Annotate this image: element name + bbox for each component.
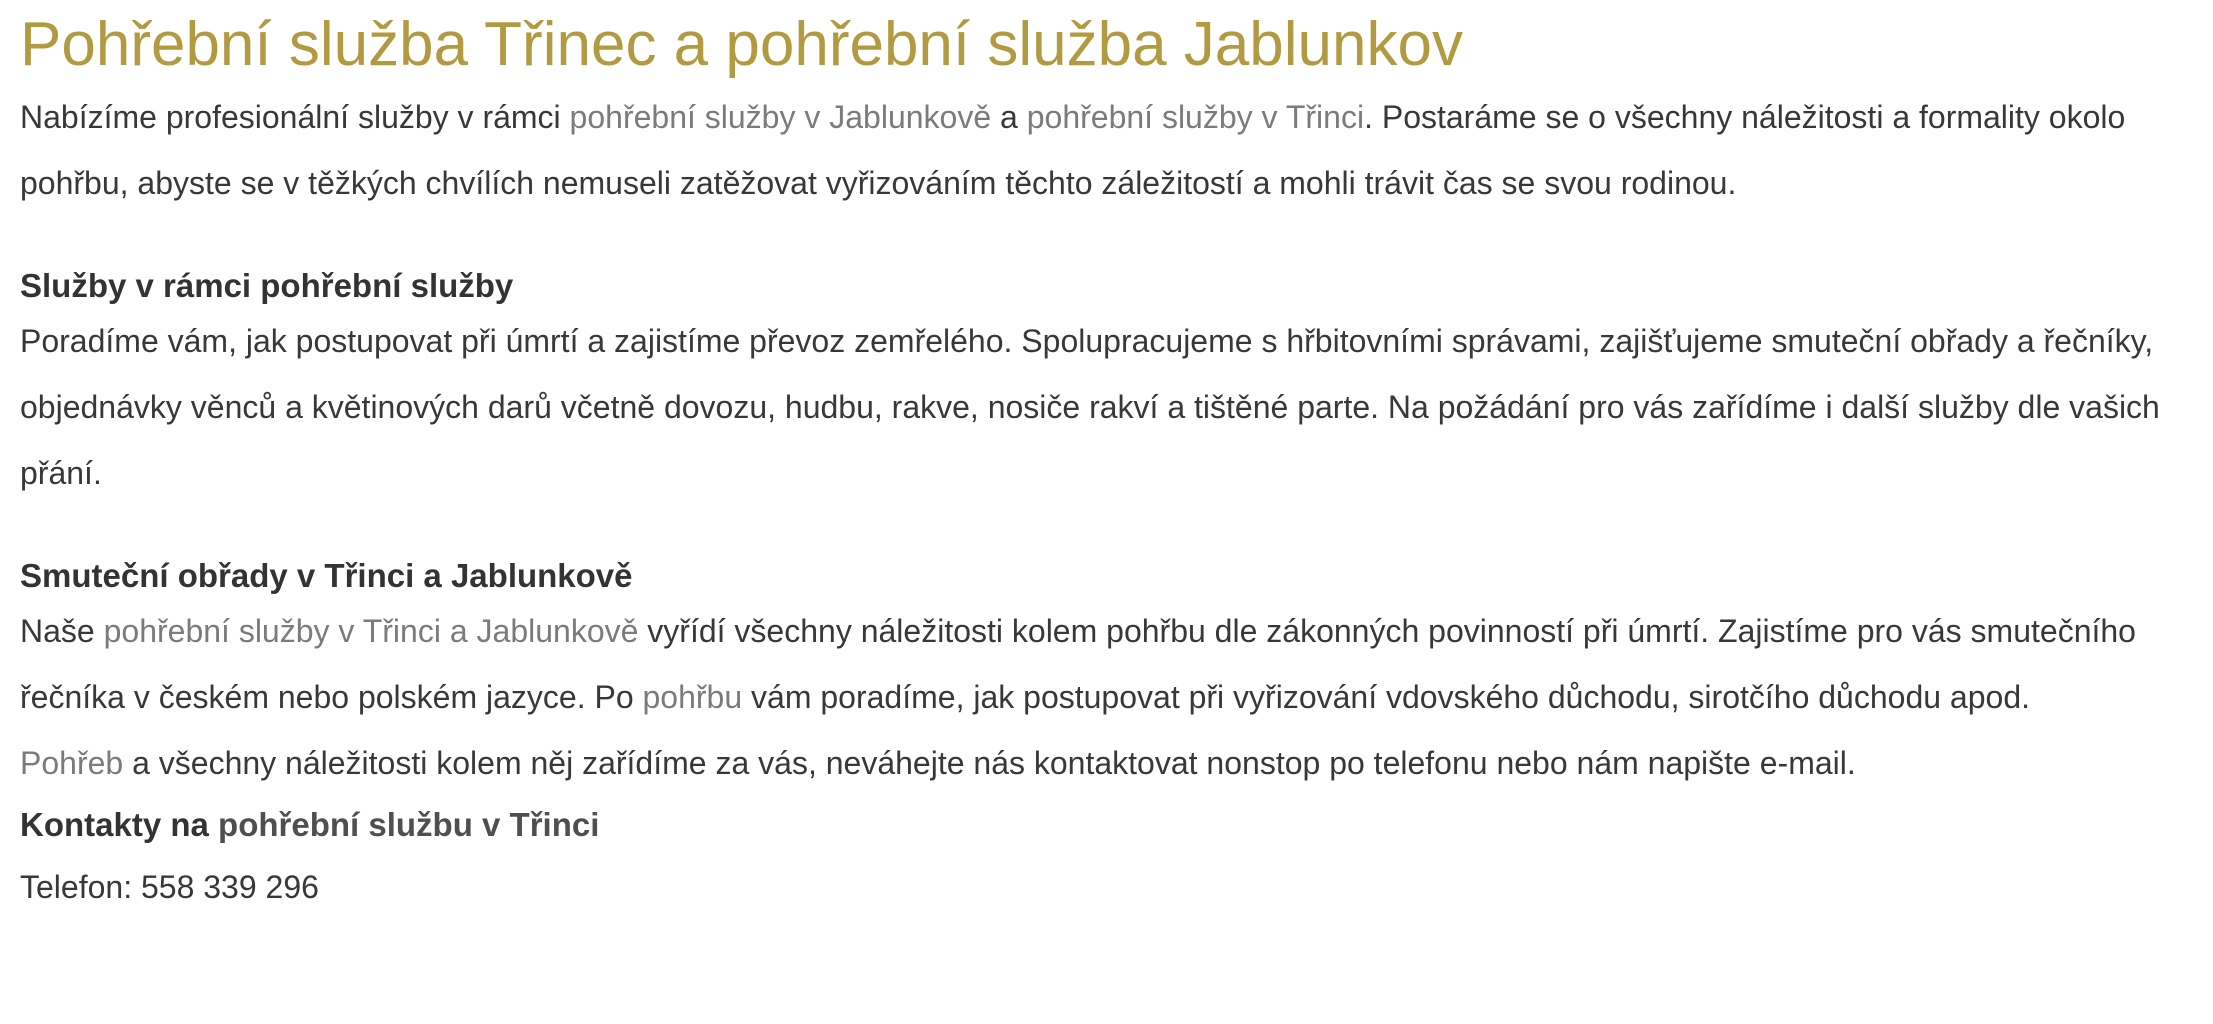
- intro-paragraph: [20, 84, 2195, 216]
- text-run: a: [991, 99, 1027, 135]
- link-pohrebni-sluzby-trinec-jablunkov[interactable]: pohřební služby v Třinci a Jablunkově: [103, 613, 639, 649]
- text-run: . Postaráme se o všechny náležitosti a formality okolo pohřbu, abyste se v těžkých chvílích nemuseli zatěžovat vyřizováním těchto záležitostí a mohli trávit čas se svou rodinou.: [20, 99, 2126, 201]
- text-run: Naše: [20, 613, 104, 649]
- page-title: Pohřební služba Třinec a pohřební služba Jablunkov: [20, 10, 1463, 79]
- text-run: Kontakty na: [20, 806, 219, 843]
- ceremonies-heading: Smuteční obřady v Třinci a Jablunkově: [20, 557, 633, 594]
- link-pohrebni-sluzby-trinec[interactable]: pohřební služby v Třinci: [1026, 99, 1365, 135]
- link-pohreb[interactable]: Pohřeb: [20, 745, 124, 781]
- contacts-heading: [20, 796, 2195, 854]
- ceremonies-paragraph: [20, 598, 2195, 730]
- services-paragraph: Poradíme vám, jak postupovat při úmrtí a zajistíme převoz zemřelého. Spolupracujeme s hřbitovními správami, zajišťujeme smuteční obřady a řečníky, objednávky věnců a květinových darů včetně dovozu, hudbu, rakve, nosiče rakví a tištěné parte. Na požádání pro vás zařídíme i další služby dle vašich přání.: [20, 323, 2160, 491]
- link-pohrebni-sluzby-jablunkov[interactable]: pohřební služby v Jablunkově: [569, 99, 992, 135]
- services-heading: Služby v rámci pohřební služby: [20, 267, 514, 304]
- text-run: Nabízíme profesionální služby v rámci: [20, 99, 570, 135]
- arrange-paragraph: [20, 730, 2195, 796]
- text-run: vám poradíme, jak postupovat při vyřizování vdovského důchodu, sirotčího důchodu apod.: [742, 679, 2030, 715]
- text-run: a všechny náležitosti kolem něj zařídíme za vás, neváhejte nás kontaktovat nonstop po telefonu nebo nám napište e-mail.: [123, 745, 1856, 781]
- text-run: vyřídí všechny náležitosti kolem pohřbu dle zákonných povinností při úmrtí. Zajistíme pro vás smutečního řečníka v českém nebo polském jazyce. Po: [20, 613, 2136, 715]
- link-pohrbu[interactable]: pohřbu: [642, 679, 743, 715]
- phone-line: Telefon: 558 339 296: [20, 869, 319, 905]
- link-pohrebni-sluzbu-trinec-contact[interactable]: pohřební službu v Třinci: [218, 806, 600, 843]
